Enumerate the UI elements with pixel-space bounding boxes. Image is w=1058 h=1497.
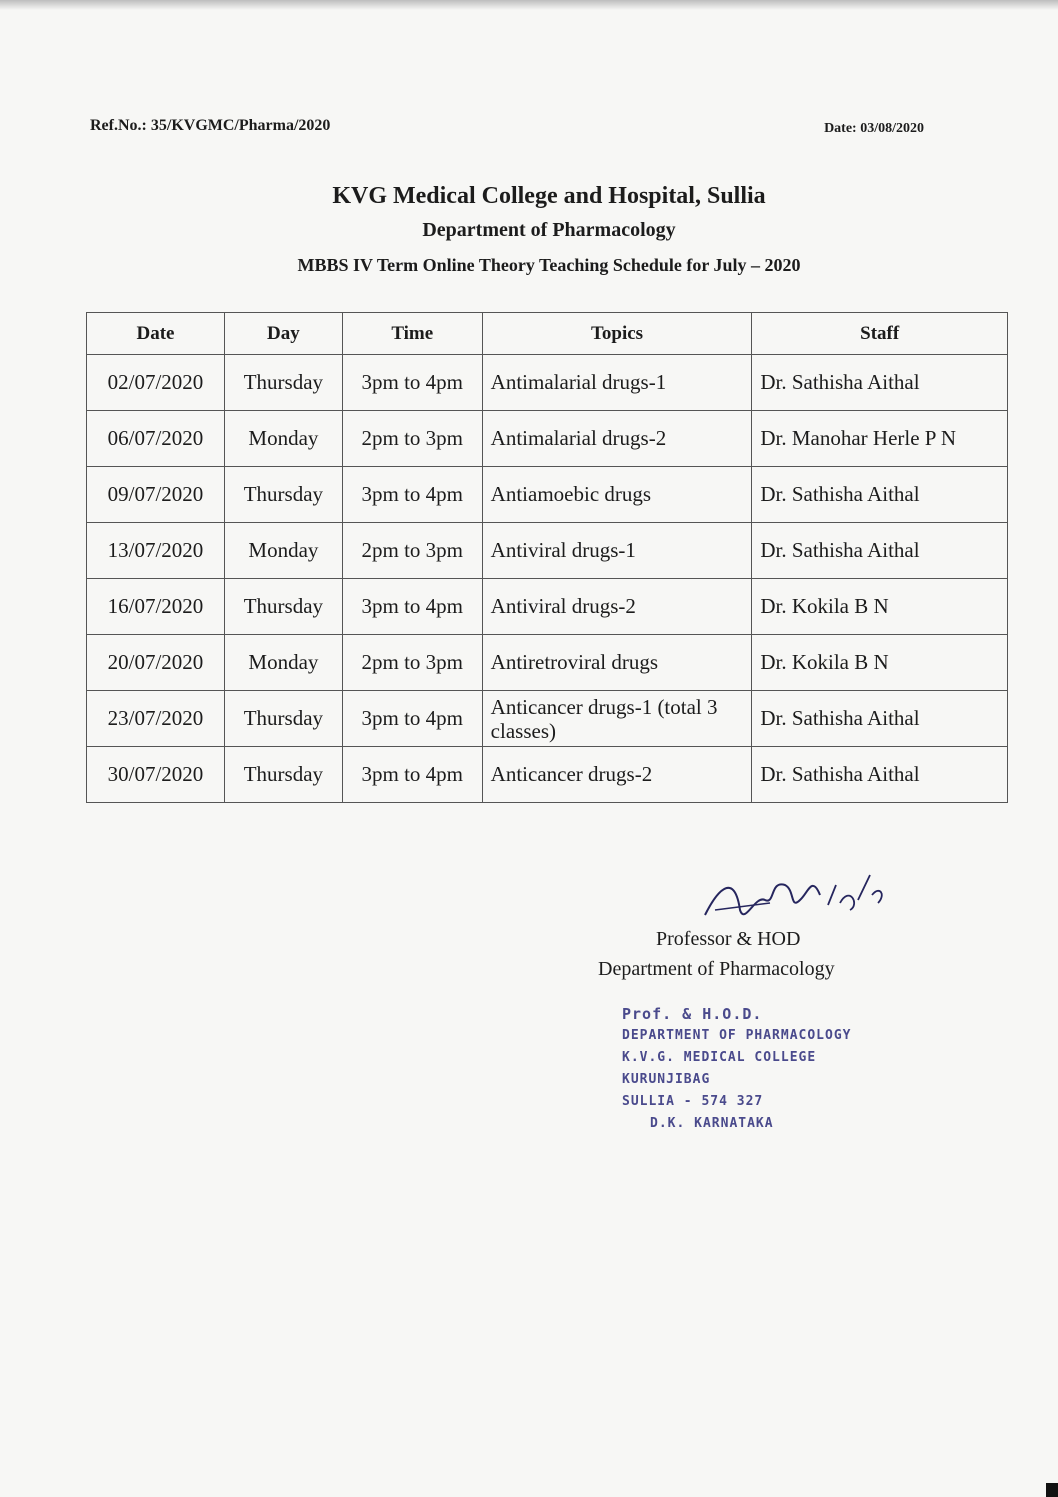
table-row — [87, 411, 1008, 467]
cell-day: Thursday — [224, 579, 342, 635]
cell-date: 20/07/2020 — [87, 635, 225, 691]
cell-topic: Anticancer drugs-2 — [482, 747, 752, 803]
column-header-time: Time — [342, 313, 482, 355]
stamp-line: SULLIA - 574 327 — [622, 1094, 764, 1109]
college-title: KVG Medical College and Hospital, Sullia — [332, 183, 766, 209]
handwritten-signature — [700, 855, 890, 935]
cell-date: 30/07/2020 — [87, 747, 225, 803]
cell-topic — [482, 691, 752, 747]
table-row — [87, 635, 1008, 691]
cell-topic: Antiamoebic drugs — [482, 467, 752, 523]
stamp-line: DEPARTMENT OF PHARMACOLOGY — [622, 1028, 852, 1043]
cell-day: Monday — [224, 523, 342, 579]
scan-corner-mark — [1046, 1483, 1058, 1497]
cell-staff: Dr. Sathisha Aithal — [752, 747, 1008, 803]
letter-date: Date: 03/08/2020 — [824, 121, 924, 136]
table-header-row — [87, 313, 1008, 355]
cell-topic: Antimalarial drugs-1 — [482, 355, 752, 411]
cell-staff: Dr. Sathisha Aithal — [752, 691, 1008, 747]
column-header-topics: Topics — [482, 313, 752, 355]
table-row — [87, 523, 1008, 579]
cell-staff: Dr. Sathisha Aithal — [752, 467, 1008, 523]
cell-topic: Antiretroviral drugs — [482, 635, 752, 691]
table-row — [87, 747, 1008, 803]
column-header-staff: Staff — [752, 313, 1008, 355]
signatory-designation: Professor & HOD — [656, 928, 801, 950]
cell-time: 3pm to 4pm — [342, 579, 482, 635]
cell-day: Monday — [224, 411, 342, 467]
cell-time: 2pm to 3pm — [342, 523, 482, 579]
cell-day: Thursday — [224, 747, 342, 803]
cell-staff: Dr. Sathisha Aithal — [752, 523, 1008, 579]
stamp-line: Prof. & H.O.D. — [622, 1005, 763, 1023]
cell-date: 13/07/2020 — [87, 523, 225, 579]
cell-topic: Antimalarial drugs-2 — [482, 411, 752, 467]
cell-time: 3pm to 4pm — [342, 467, 482, 523]
scan-edge — [0, 0, 1058, 10]
cell-topic: Antiviral drugs-2 — [482, 579, 752, 635]
cell-date: 02/07/2020 — [87, 355, 225, 411]
cell-day: Thursday — [224, 355, 342, 411]
cell-day: Thursday — [224, 691, 342, 747]
cell-staff: Dr. Manohar Herle P N — [752, 411, 1008, 467]
column-header-date: Date — [87, 313, 225, 355]
cell-date: 06/07/2020 — [87, 411, 225, 467]
cell-topic-text: Anticancer drugs-1 (total 3 classes) — [490, 694, 718, 743]
schedule-table — [86, 312, 1008, 803]
column-header-day: Day — [224, 313, 342, 355]
cell-date: 09/07/2020 — [87, 467, 225, 523]
cell-date: 23/07/2020 — [87, 691, 225, 747]
cell-staff: Dr. Sathisha Aithal — [752, 355, 1008, 411]
cell-time: 3pm to 4pm — [342, 355, 482, 411]
signatory-department: Department of Pharmacology — [598, 958, 835, 980]
table-row — [87, 691, 1008, 747]
cell-time: 3pm to 4pm — [342, 747, 482, 803]
table-row — [87, 467, 1008, 523]
cell-staff: Dr. Kokila B N — [752, 635, 1008, 691]
cell-day: Thursday — [224, 467, 342, 523]
official-stamp — [622, 1003, 852, 1135]
cell-time: 3pm to 4pm — [342, 691, 482, 747]
schedule-title: MBBS IV Term Online Theory Teaching Schedule for July – 2020 — [297, 255, 801, 275]
reference-number: Ref.No.: 35/KVGMC/Pharma/2020 — [90, 117, 331, 134]
cell-staff: Dr. Kokila B N — [752, 579, 1008, 635]
cell-date: 16/07/2020 — [87, 579, 225, 635]
cell-time: 2pm to 3pm — [342, 411, 482, 467]
table-row — [87, 355, 1008, 411]
stamp-line: D.K. KARNATAKA — [650, 1116, 774, 1131]
department-title: Department of Pharmacology — [422, 219, 676, 241]
table-row — [87, 579, 1008, 635]
stamp-line: K.V.G. MEDICAL COLLEGE — [622, 1050, 817, 1065]
cell-topic: Antiviral drugs-1 — [482, 523, 752, 579]
stamp-line: KURUNJIBAG — [622, 1072, 711, 1087]
cell-day: Monday — [224, 635, 342, 691]
cell-time: 2pm to 3pm — [342, 635, 482, 691]
